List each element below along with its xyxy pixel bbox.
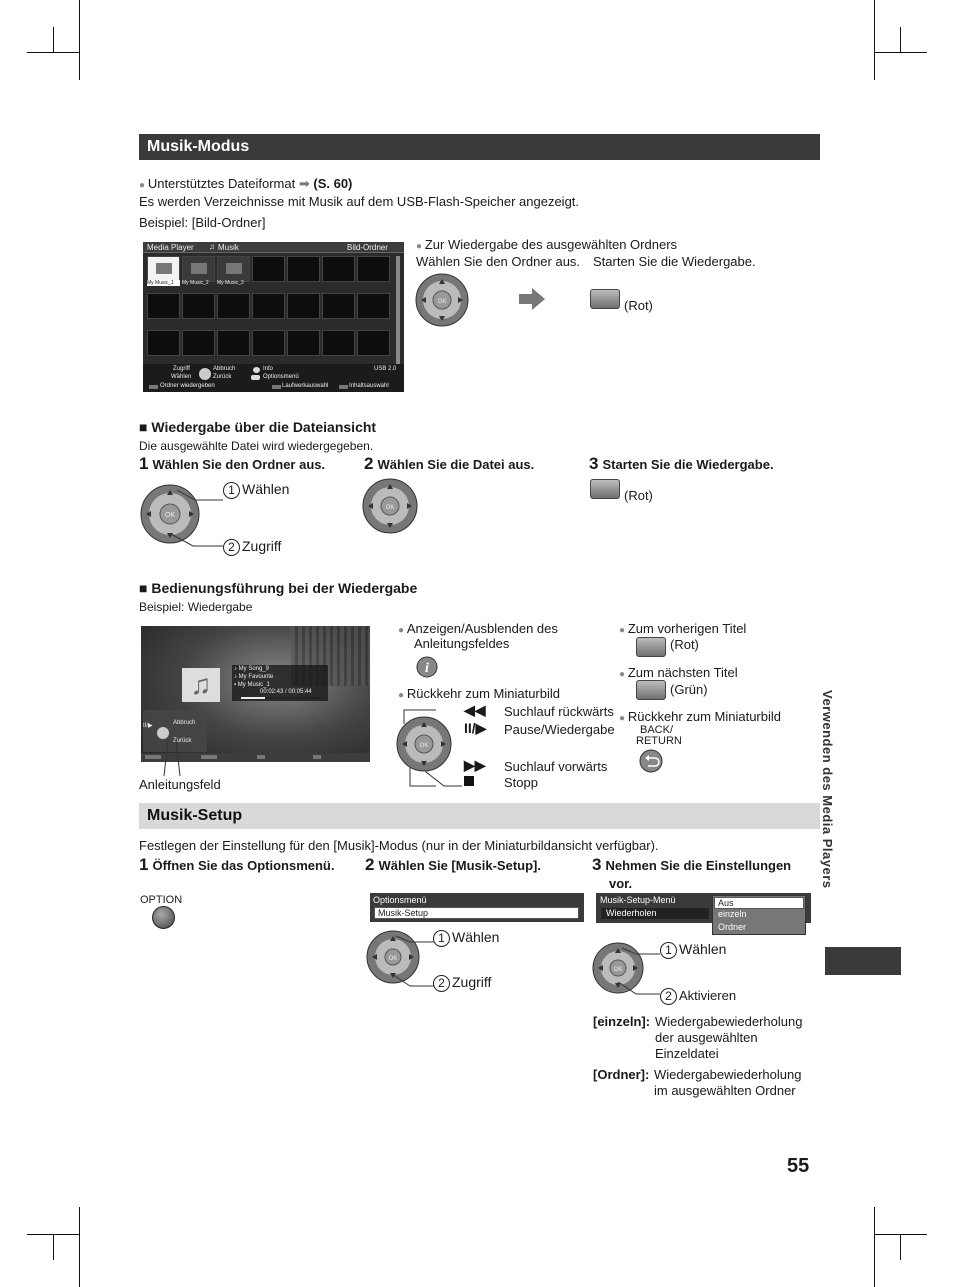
empty-tile — [322, 256, 355, 282]
play-time: 00:02:43 / 00:05:44 — [260, 689, 312, 695]
help-select: Wählen — [171, 374, 192, 380]
step-number: 2 — [365, 855, 375, 874]
help-info: Info — [263, 366, 274, 372]
back-return-label-2: RETURN — [636, 735, 682, 747]
red-button[interactable] — [636, 637, 666, 657]
folder-icon — [191, 263, 207, 274]
empty-tile — [252, 330, 285, 356]
setup3-select-callout — [660, 941, 726, 959]
step-number: 1 — [139, 855, 149, 874]
arrow-right-icon: ➡ — [298, 176, 310, 191]
step-3 — [589, 456, 774, 473]
option-label: OPTION — [140, 894, 183, 906]
dpad-ok-icon[interactable] — [415, 273, 469, 327]
empty-tile — [217, 330, 250, 356]
song-row: ♪ My Song_9 — [234, 666, 270, 672]
ordner-def-1: Wiedergabewiederholung — [654, 1067, 802, 1082]
empty-tile — [357, 330, 390, 356]
format-page-ref[interactable]: (S. 60) — [313, 176, 353, 191]
media-player-thumbnail-screen — [143, 242, 404, 392]
setup-select-callout — [433, 929, 499, 947]
folder-tile[interactable] — [182, 256, 215, 282]
step-text: Wählen Sie die Datei aus. — [377, 457, 535, 472]
number-circle: 2 — [223, 539, 240, 556]
green-button[interactable] — [636, 680, 666, 700]
empty-tile — [287, 293, 320, 319]
footer-play: Ordner wiedergeben — [160, 383, 215, 389]
access-label: Zugriff — [242, 538, 282, 554]
ordner-term: [Ordner]: — [593, 1067, 650, 1082]
dateiansicht-desc: Die ausgewählte Datei wird wiedergegeben. — [139, 439, 374, 453]
help-back: Zurück — [213, 374, 232, 380]
prev-track: ● Zum vorherigen Titel — [619, 621, 746, 639]
folder-name: My Music_1 — [237, 682, 270, 688]
pause-play-icon: II/▶ — [464, 720, 487, 736]
info-icon[interactable] — [416, 656, 438, 678]
select-label: Wählen — [679, 941, 727, 957]
crop-mark — [900, 27, 901, 53]
show-hide-guide-2: Anleitungsfeldes — [414, 636, 510, 651]
format-text: Unterstütztes Dateiformat — [147, 176, 296, 191]
red-label: (Rot) — [624, 298, 653, 313]
back-to-thumbnail-2: ● Rückkehr zum Miniaturbild — [619, 709, 781, 727]
access-label: Zugriff — [452, 974, 492, 990]
svg-text:OK: OK — [164, 512, 176, 519]
musik-description: Es werden Verzeichnisse mit Musik auf dem USB-Flash-Speicher angezeigt. — [139, 194, 580, 209]
number-circle: 2 — [660, 988, 677, 1005]
transport-controls-diagram — [396, 706, 506, 790]
folder-step-select: Wählen Sie den Ordner aus. — [416, 254, 581, 269]
red-button[interactable] — [590, 289, 620, 309]
red-label: (Rot) — [670, 637, 699, 652]
red-label: (Rot) — [624, 488, 653, 503]
back-label: Zurück — [173, 738, 192, 744]
setup-step-3-cont: vor. — [609, 876, 633, 891]
dpad-icon — [199, 368, 211, 380]
fast-forward-icon: ▶▶ — [464, 757, 486, 773]
step-text: Wählen Sie [Musik-Setup]. — [378, 858, 541, 873]
help-option: Optionsmenü — [263, 374, 299, 380]
dpad-icon — [157, 727, 169, 739]
svg-text:OK: OK — [419, 743, 429, 749]
pause-play-icon: II/▶ — [143, 723, 153, 729]
step-number: 1 — [139, 454, 149, 473]
empty-tile — [252, 256, 285, 282]
number-circle: 1 — [223, 482, 240, 499]
step-text: Wählen Sie den Ordner aus. — [152, 457, 326, 472]
ordner-def-2: im ausgewählten Ordner — [654, 1083, 796, 1098]
red-key-icon — [149, 385, 158, 389]
option-menu-item-musik-setup[interactable]: Musik-Setup — [374, 907, 579, 919]
svg-text:OK: OK — [613, 967, 623, 973]
folder-step-start: Starten Sie die Wiedergabe. — [593, 254, 756, 269]
back-to-thumbnail: ● Rückkehr zum Miniaturbild — [398, 686, 560, 704]
setup-access-callout — [433, 974, 491, 992]
einzeln-def-1: Wiedergabewiederholung — [655, 1014, 803, 1029]
musik-setup-desc: Festlegen der Einstellung für den [Musik]-Modus (nur in der Miniaturbildansicht verfügbar). — [139, 838, 659, 853]
einzeln-def-3: Einzeldatei — [655, 1046, 719, 1061]
step-text: Nehmen Sie die Einstellungen — [605, 858, 792, 873]
crop-mark — [874, 0, 875, 80]
access-callout — [223, 538, 281, 556]
option-icon — [251, 375, 260, 380]
step-text: Öffnen Sie das Optionsmenü. — [152, 858, 335, 873]
prev-key-icon — [145, 755, 161, 759]
folder-label: My Music_2 — [182, 280, 209, 286]
green-label: (Grün) — [670, 682, 708, 697]
einzeln-def-2: der ausgewählten — [655, 1030, 758, 1045]
key-icon — [313, 755, 321, 759]
music-note-icon: ♫ — [182, 668, 220, 702]
scrollbar[interactable] — [396, 256, 400, 364]
info-icon — [253, 367, 260, 373]
callout-lines — [614, 944, 664, 1002]
show-hide-guide: ● Anzeigen/Ausblenden des — [398, 621, 558, 639]
crop-mark — [900, 1234, 901, 1260]
yellow-key-icon — [339, 385, 348, 389]
playlist-row: ♪ My Favourite — [234, 674, 274, 680]
side-chapter-label: Verwenden des Media Players — [820, 690, 835, 889]
folder-icon — [156, 263, 172, 274]
folder-play-hint: ● Zur Wiedergabe des ausgewählten Ordners — [416, 237, 677, 255]
footer-content: Inhaltsauswahl — [349, 383, 389, 389]
option-button[interactable] — [152, 906, 175, 929]
setup-step-1 — [139, 857, 335, 874]
chapter-tab — [825, 947, 901, 975]
select-label: Wählen — [452, 929, 500, 945]
empty-tile — [252, 293, 285, 319]
music-note-icon: ♫ — [209, 242, 215, 251]
callout-lines — [388, 932, 436, 992]
empty-tile — [182, 330, 215, 356]
empty-tile — [357, 256, 390, 282]
guide-label: Anleitungsfeld — [139, 777, 221, 792]
stop-label: Stopp — [504, 775, 538, 790]
option-ordner[interactable]: Ordner — [718, 922, 747, 932]
einzeln-term: [einzeln]: — [593, 1014, 651, 1029]
red-button[interactable] — [590, 479, 620, 499]
key-icon — [257, 755, 265, 759]
activate-label: Aktivieren — [679, 988, 737, 1003]
number-circle: 1 — [660, 942, 677, 959]
back-return-label-1: BACK/ — [640, 724, 674, 736]
empty-tile — [147, 293, 180, 319]
select-label: Wählen — [242, 481, 290, 497]
option-menu — [370, 893, 584, 922]
step-number: 3 — [592, 855, 602, 874]
select-callout — [223, 481, 289, 499]
empty-tile — [287, 256, 320, 282]
arrow-right-icon — [519, 288, 545, 310]
folder-tile[interactable] — [147, 256, 180, 282]
folder-icon — [226, 263, 242, 274]
step-2 — [364, 456, 534, 473]
playlist-name: My Favourite — [238, 674, 274, 680]
next-key-icon — [201, 755, 217, 759]
svg-text:i: i — [425, 661, 429, 676]
format-line — [139, 176, 352, 194]
rewind-label: Suchlauf rückwärts — [504, 704, 614, 719]
repeat-options-list — [712, 895, 806, 935]
folder-row: ▪ My Music_1 — [234, 682, 270, 688]
empty-tile — [217, 293, 250, 319]
empty-tile — [287, 330, 320, 356]
folder-label: My Music_1 — [147, 280, 180, 286]
device-label: USB 2.0 — [374, 366, 397, 372]
crop-mark — [79, 0, 80, 80]
empty-tile — [322, 293, 355, 319]
help-access: Zugriff — [173, 366, 190, 372]
section-title-musik-modus: Musik-Modus — [139, 134, 820, 160]
folder-tile[interactable] — [217, 256, 250, 282]
option-einzeln[interactable]: einzeln — [718, 909, 747, 919]
song-name: My Song_9 — [238, 666, 270, 672]
pause-play-label: Pause/Wiedergabe — [504, 722, 615, 737]
back-return-button[interactable] — [639, 749, 663, 773]
subsection-bedienung: ■ Bedienungsführung bei der Wiedergabe — [139, 580, 417, 596]
help-cancel: Abbruch — [213, 366, 236, 372]
screen-folder: Bild-Ordner — [347, 243, 388, 252]
svg-text:OK: OK — [437, 299, 447, 305]
page-number: 55 — [787, 1155, 810, 1177]
section-title-musik-setup: Musik-Setup — [139, 803, 820, 829]
empty-tile — [357, 293, 390, 319]
screen-mode: Musik — [218, 243, 239, 252]
next-track: ● Zum nächsten Titel — [619, 665, 738, 683]
footer-drive: Laufwerkauswahl — [282, 383, 329, 389]
rewind-icon: ◀◀ — [464, 702, 486, 718]
number-circle: 2 — [433, 975, 450, 992]
crop-mark — [79, 1207, 80, 1287]
progress-bar[interactable] — [241, 697, 321, 699]
option-menu-title: Optionsmenü — [373, 895, 427, 905]
setup3-activate-callout — [660, 988, 736, 1005]
folder-label: My Music_3 — [217, 280, 244, 286]
bedienung-example: Beispiel: Wiedergabe — [139, 600, 253, 614]
empty-tile — [147, 330, 180, 356]
green-key-icon — [272, 385, 281, 389]
step-1 — [139, 456, 325, 473]
guide-callout-lines — [160, 740, 190, 778]
step-text: Starten Sie die Wiedergabe. — [602, 457, 774, 472]
setup-step-2 — [365, 857, 541, 874]
crop-mark — [874, 1207, 875, 1287]
svg-text:OK: OK — [385, 505, 395, 511]
subsection-dateiansicht: ■ Wiedergabe über die Dateiansicht — [139, 419, 376, 435]
step-number: 3 — [589, 454, 599, 473]
forward-label: Suchlauf vorwärts — [504, 759, 608, 774]
svg-text:OK: OK — [388, 956, 398, 962]
setup-step-3 — [592, 857, 791, 874]
crop-mark — [53, 1234, 54, 1260]
setup-menu-item-wiederholen[interactable]: Wiederholen — [601, 908, 709, 919]
option-aus[interactable]: Aus — [714, 897, 804, 909]
screen-title: Media Player — [147, 243, 194, 252]
number-circle: 1 — [433, 930, 450, 947]
crop-mark — [53, 27, 54, 53]
example-label: Beispiel: [Bild-Ordner] — [139, 215, 266, 230]
empty-tile — [322, 330, 355, 356]
setup-menu-title: Musik-Setup-Menü — [600, 895, 676, 905]
step-number: 2 — [364, 454, 374, 473]
dpad-ok-icon[interactable] — [362, 478, 418, 534]
stop-icon — [464, 776, 474, 786]
cancel-label: Abbruch — [173, 720, 196, 726]
empty-tile — [182, 293, 215, 319]
callout-lines — [165, 486, 225, 550]
